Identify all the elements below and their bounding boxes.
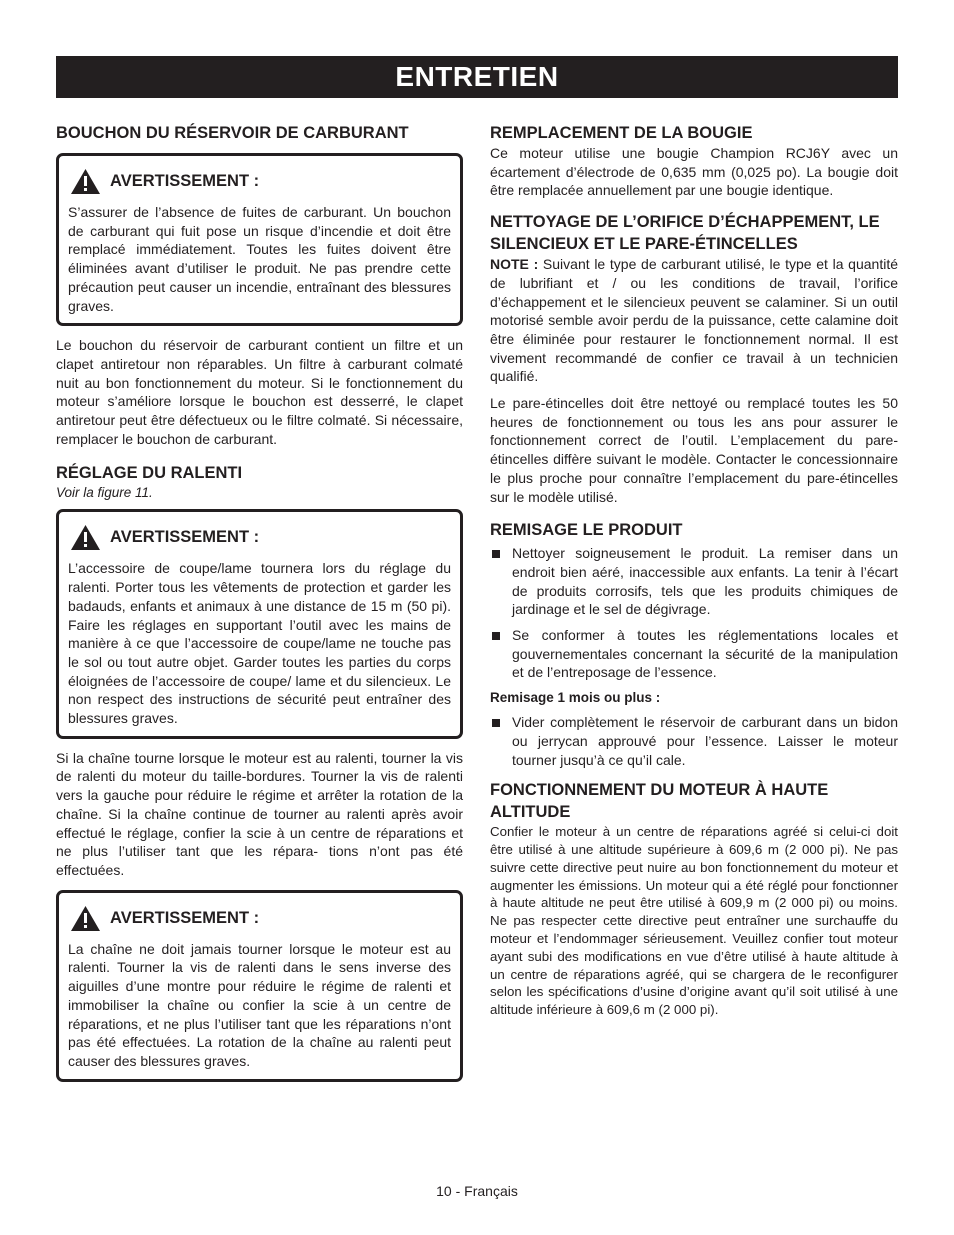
altitude-heading: FONCTIONNEMENT DU MOTEUR À HAUTE ALTITUDE: [490, 781, 829, 822]
page-title: ENTRETIEN: [56, 56, 898, 98]
note-text: Suivant le type de carburant utilisé, le type et la quantité de lubrifiant et / ou les conditions de travail, l’orifice d’échappement et le silencieux peuvent se calaminer. Si un outil motorisé semble avoir perdu de la puissance, cette calamine doit être éliminée pour restaurer le fonctionnement normal. Il est vivement recommandé de confier ce travail à un technicien qualifié.: [490, 256, 898, 385]
warning-title: AVERTISSEMENT :: [110, 908, 260, 927]
storage-heading: REMISAGE LE PRODUIT: [490, 521, 683, 540]
warning-triangle-icon: [70, 905, 101, 932]
altitude-body: Confier le moteur à un centre de réparations agréé si celui-ci doit être utilisé à une altitude supérieure à 609,6 m (2 000 pi). Ne pas suivre cette directive peut nuire au bon fonctionnement du moteur et augmenter les émissions. Un moteur qui a été réglé pour fonctionner à haute altitude ne peut être utilisé à 609,9 m (2 000 pi) ou moins. Ne pas respecter cette directive peut entraîner une surchauffe du moteur et l’endommager sérieusement. Veuillez confier tout moteur ayant subi des modifications en vue d’être utilisé à haute altitude à un centre de réparations agréé, qui se chargera de le reconfigurer selon les spécifications d’usine d’origine avant qu’il soit utilisé à une altitude inférieure à 609,6 m (2 000 pi).: [490, 824, 898, 1018]
warning-text: S’assurer de l’absence de fuites de carburant. Un bouchon de carburant qui fuit pose un risque d’incendie et doit être remplacé immédiatement. Toutes les fuites doivent être éliminées avant d’utiliser le produit. Ne pas prendre cette précaution peut causer un incendie, entraînant des blessures graves.: [68, 204, 451, 314]
storage-list: [490, 544, 898, 682]
spark-plug-body: Ce moteur utilise une bougie Champion RCJ6Y avec un écartement d’électrode de 0,635 mm (0,025 po). La bougie doit être remplacée annuellement par une bougie identique.: [490, 145, 898, 199]
list-item: Nettoyer soigneusement le produit. La remiser dans un endroit bien aéré, inaccessible aux enfants. La tenir à l’écart de produits corrosifs, tels que les produits chimiques de jardinage et le sel de dégivrage.: [490, 544, 898, 619]
note-label: NOTE :: [490, 256, 539, 273]
see-figure-note: Voir la figure 11.: [56, 485, 153, 501]
page-footer: 10 - Français: [436, 1183, 518, 1199]
idle-heading: RÉGLAGE DU RALENTI: [56, 464, 243, 483]
idle-warning-box-1: [56, 509, 463, 738]
right-column: [490, 122, 898, 1019]
square-bullet-icon: [492, 632, 500, 640]
exhaust-body: Le pare-étincelles doit être nettoyé ou remplacé toutes les 50 heures de fonctionnement ou tous les ans pour assurer le fonctionnement correct de l’outil. L’emplacement du pare-étincelles diffère suivant le modèle. Contacter le concessionnaire le plus proche pour connaître l’emplacement du pare-étincelles sur le modèle utilisé.: [490, 395, 898, 505]
left-column: [56, 122, 463, 1082]
storage-list-2: [490, 713, 898, 769]
warning-triangle-icon: [70, 168, 101, 195]
square-bullet-icon: [492, 719, 500, 727]
list-item: Vider complètement le réservoir de carburant dans un bidon ou jerrycan approuvé pour l’essence. Laisser le moteur tourner jusqu’à ce qu’il cale.: [490, 713, 898, 769]
warning-text: La chaîne ne doit jamais tourner lorsque le moteur est au ralenti. Tourner la vis de ralenti dans le sens inverse des aiguilles d’une montre pour réduire le régime de ralenti et immobiliser la chaîne ou confier la scie à un centre de réparations, et ne plus l’utiliser tant que les réparations n’ont pas été effectuées. La rotation de la chaîne au ralenti peut causer des blessures graves.: [68, 940, 451, 1069]
warning-triangle-icon: [70, 524, 101, 551]
warning-text: L’accessoire de coupe/lame tournera lors du réglage du ralenti. Porter tous les vêtements de protection et garder les badauds, enfants et animaux à une distance de 15 m (50 pi). Faire les réglages en supportant l’outil avec les mains de manière à ce que l’accessoire de coupe/lame ne touche pas le sol ou tout autre objet. Garder toutes les parties du corps éloignées de l’accessoire de coupe/ lame et du silencieux. Le non respect des instructions de sécurité peut entraîner des blessures graves.: [68, 560, 451, 727]
exhaust-heading: NETTOYAGE DE L’ORIFICE D’ÉCHAPPEMENT, LE SILENCIEUX ET LE PARE-ÉTINCELLES: [490, 213, 880, 254]
idle-body: Si la chaîne tourne lorsque le moteur est au ralenti, tourner la vis de ralenti du moteur du taille-bordures. Tourner la vis de ralenti vers la gauche pour réduire le régime et arrêter la rotation de la chaîne. Si la chaîne continue de tourner au ralenti après avoir effectué le réglage, confier la scie à un centre de réparations et ne plus l’utiliser tant que les répara- tions n’ont pas été effectuées.: [56, 749, 463, 878]
storage-sub-heading: Remisage 1 mois ou plus :: [490, 690, 661, 706]
idle-warning-box-2: [56, 890, 463, 1082]
fuel-cap-body: Le bouchon du réservoir de carburant contient un filtre et un clapet antiretour non réparables. Un filtre à carburant colmaté nuit au bon fonctionnement du moteur. Si le fonctionnement du moteur s’améliore lorsque le bouchon est desserré, le clapet antiretour peut être défectueux ou le filtre colmaté. Si nécessaire, remplacer le bouchon de carburant.: [56, 337, 463, 447]
list-item: Se conformer à toutes les réglementations locales et gouvernementales concernant la sécurité de la manipulation et de l’entreposage de l’essence.: [490, 626, 898, 682]
square-bullet-icon: [492, 550, 500, 558]
warning-title: AVERTISSEMENT :: [110, 172, 260, 190]
warning-title: AVERTISSEMENT :: [110, 528, 260, 547]
exhaust-note: [490, 255, 898, 386]
fuel-cap-heading: BOUCHON DU RÉSERVOIR DE CARBURANT: [56, 124, 409, 142]
fuel-cap-warning-box: [56, 153, 463, 326]
spark-plug-heading: REMPLACEMENT DE LA BOUGIE: [490, 124, 753, 142]
